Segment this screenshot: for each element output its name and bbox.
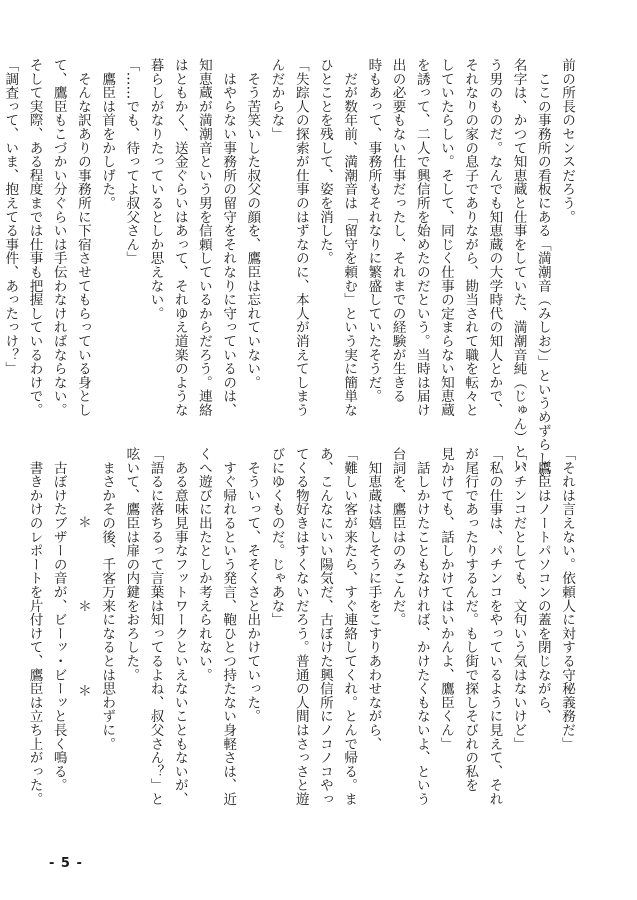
- text-column: 「難しい客が来たら、すぐ連絡してくれ。とんで帰る。ま: [341, 447, 358, 806]
- text-column: すぐ帰れるという発言、鞄ひとつ持たない身軽さは、近: [220, 447, 237, 806]
- text-column: を誘って、二人で興信所を始めたのだという。当時は届け: [413, 58, 430, 417]
- text-column: 鷹臣はノートパソコンの蓋を閉じながら、: [534, 447, 551, 723]
- text-column: 見かけても、話しかけてはいかんよ、鷹臣くん」: [437, 447, 454, 751]
- text-column: ある意味見事なフットワークといえないこともないが、: [171, 447, 188, 806]
- text-column: びにゆくものだ。じゃあな」: [268, 447, 285, 627]
- scene-break: ＊＊＊: [74, 515, 91, 768]
- text-column: 「パチンコだとしても、文句いう気はないけど」: [510, 447, 527, 751]
- text-column: 古ぼけたブザーの音が、ビーッ・ビーッと長く鳴る。: [50, 447, 67, 792]
- text-column: 名字は、かつて知恵蔵と仕事をしていた、満潮音純（じゅん）とい: [510, 58, 527, 472]
- text-column: 「調査って、いま、抱えてる事件、あったっけ？」: [2, 58, 19, 376]
- text-column: う男のものだ。なんでも知恵蔵の大学時代の知人とかで、: [486, 58, 503, 417]
- page-number: - 5 -: [49, 856, 83, 871]
- text-column: 台詞を、鷹臣はのみこんだ。: [389, 447, 406, 627]
- upper-text-block: [2, 58, 579, 479]
- text-column: 時もあって、事務所もそれなりに繁盛していたそうだ。: [365, 58, 382, 403]
- text-column: していたらしい。そして、同じく仕事の定まらない知恵蔵: [437, 58, 454, 417]
- text-column: 出の必要もない仕事だったし、それまでの経験が生きる: [389, 58, 406, 403]
- text-column: そんな訳ありの事務所に下宿させてもらっている身とし: [74, 58, 91, 417]
- text-column: はともかく、送金ぐらいはあって、それゆえ道楽のような: [171, 58, 188, 417]
- text-column: くへ遊びに出たとしか考えられない。: [195, 447, 212, 682]
- text-column: 鷹臣は首をかしげた。: [99, 58, 116, 210]
- text-column: 「それは言えない。依頼人に対する守秘義務だ」: [559, 447, 575, 751]
- text-column: 知恵蔵は嬉しそうに手をこすりあわせながら、: [365, 447, 382, 751]
- text-column: ここの事務所の看板にある「満潮音（みしお）」というめずらしい: [534, 58, 551, 479]
- text-column: そう苦笑いした叔父の顔を、鷹臣は忘れていない。: [244, 58, 261, 390]
- text-column: 書きかけのレポートを片付けて、鷹臣は立ち上がった。: [26, 447, 43, 806]
- lower-text-block: [26, 447, 579, 819]
- text-column: まさかその後、千客万来になるとは思わずに。: [99, 447, 116, 751]
- text-column: んだからな」: [268, 58, 285, 141]
- text-column: 「語るに落ちるって言葉は知ってるよね、叔父さん？」と: [147, 447, 164, 806]
- text-column: 知恵蔵が満潮音という男を信頼しているからだろう。連絡: [195, 58, 212, 417]
- text-column: それなりの家の息子でありながら、勘当されて職を転々と: [462, 58, 479, 417]
- text-column: ひとことを残して、姿を消した。: [316, 58, 333, 265]
- text-column: 暮らしがなりたっているとしか思えない。: [147, 58, 164, 321]
- text-column: そういって、そそくさと出かけていった。: [244, 447, 261, 723]
- text-column: はやらない事務所の留守をそれなりに守っているのは、: [220, 58, 237, 417]
- text-column: が尾行であったりするんだ。もし街で探しそびれの私を: [462, 447, 479, 792]
- text-column: だが数年前、満潮音は「留守を頼む」という実に簡単な: [341, 58, 358, 417]
- text-column: 呟いて、鷹臣は扉の内鍵をおろした。: [123, 447, 140, 682]
- text-column: そして実際、ある程度までは仕事も把握しているわけで。: [26, 58, 43, 417]
- text-column: 「……でも、待ってよ叔父さん」: [123, 58, 140, 265]
- text-column: 前の所長のセンスだろう。: [559, 58, 575, 224]
- text-column: て、鷹臣もこづかい分ぐらいは手伝わなければならない。: [50, 58, 67, 417]
- text-column: 「失踪人の探索が仕事のはずなのに、本人が消えてしまう: [292, 58, 309, 417]
- text-column: あ、こんなにいい陽気だ、古ぼけた興信所にノコノコやっ: [316, 447, 333, 806]
- text-column: 「私の仕事は、パチンコをやっているように見えて、それ: [486, 447, 503, 806]
- text-column: 話しかけたこともなければ、かけたくもないよ、という: [413, 447, 430, 806]
- text-column: てくる物好きはすくないだろう。普通の人間はさっさと遊: [292, 447, 309, 806]
